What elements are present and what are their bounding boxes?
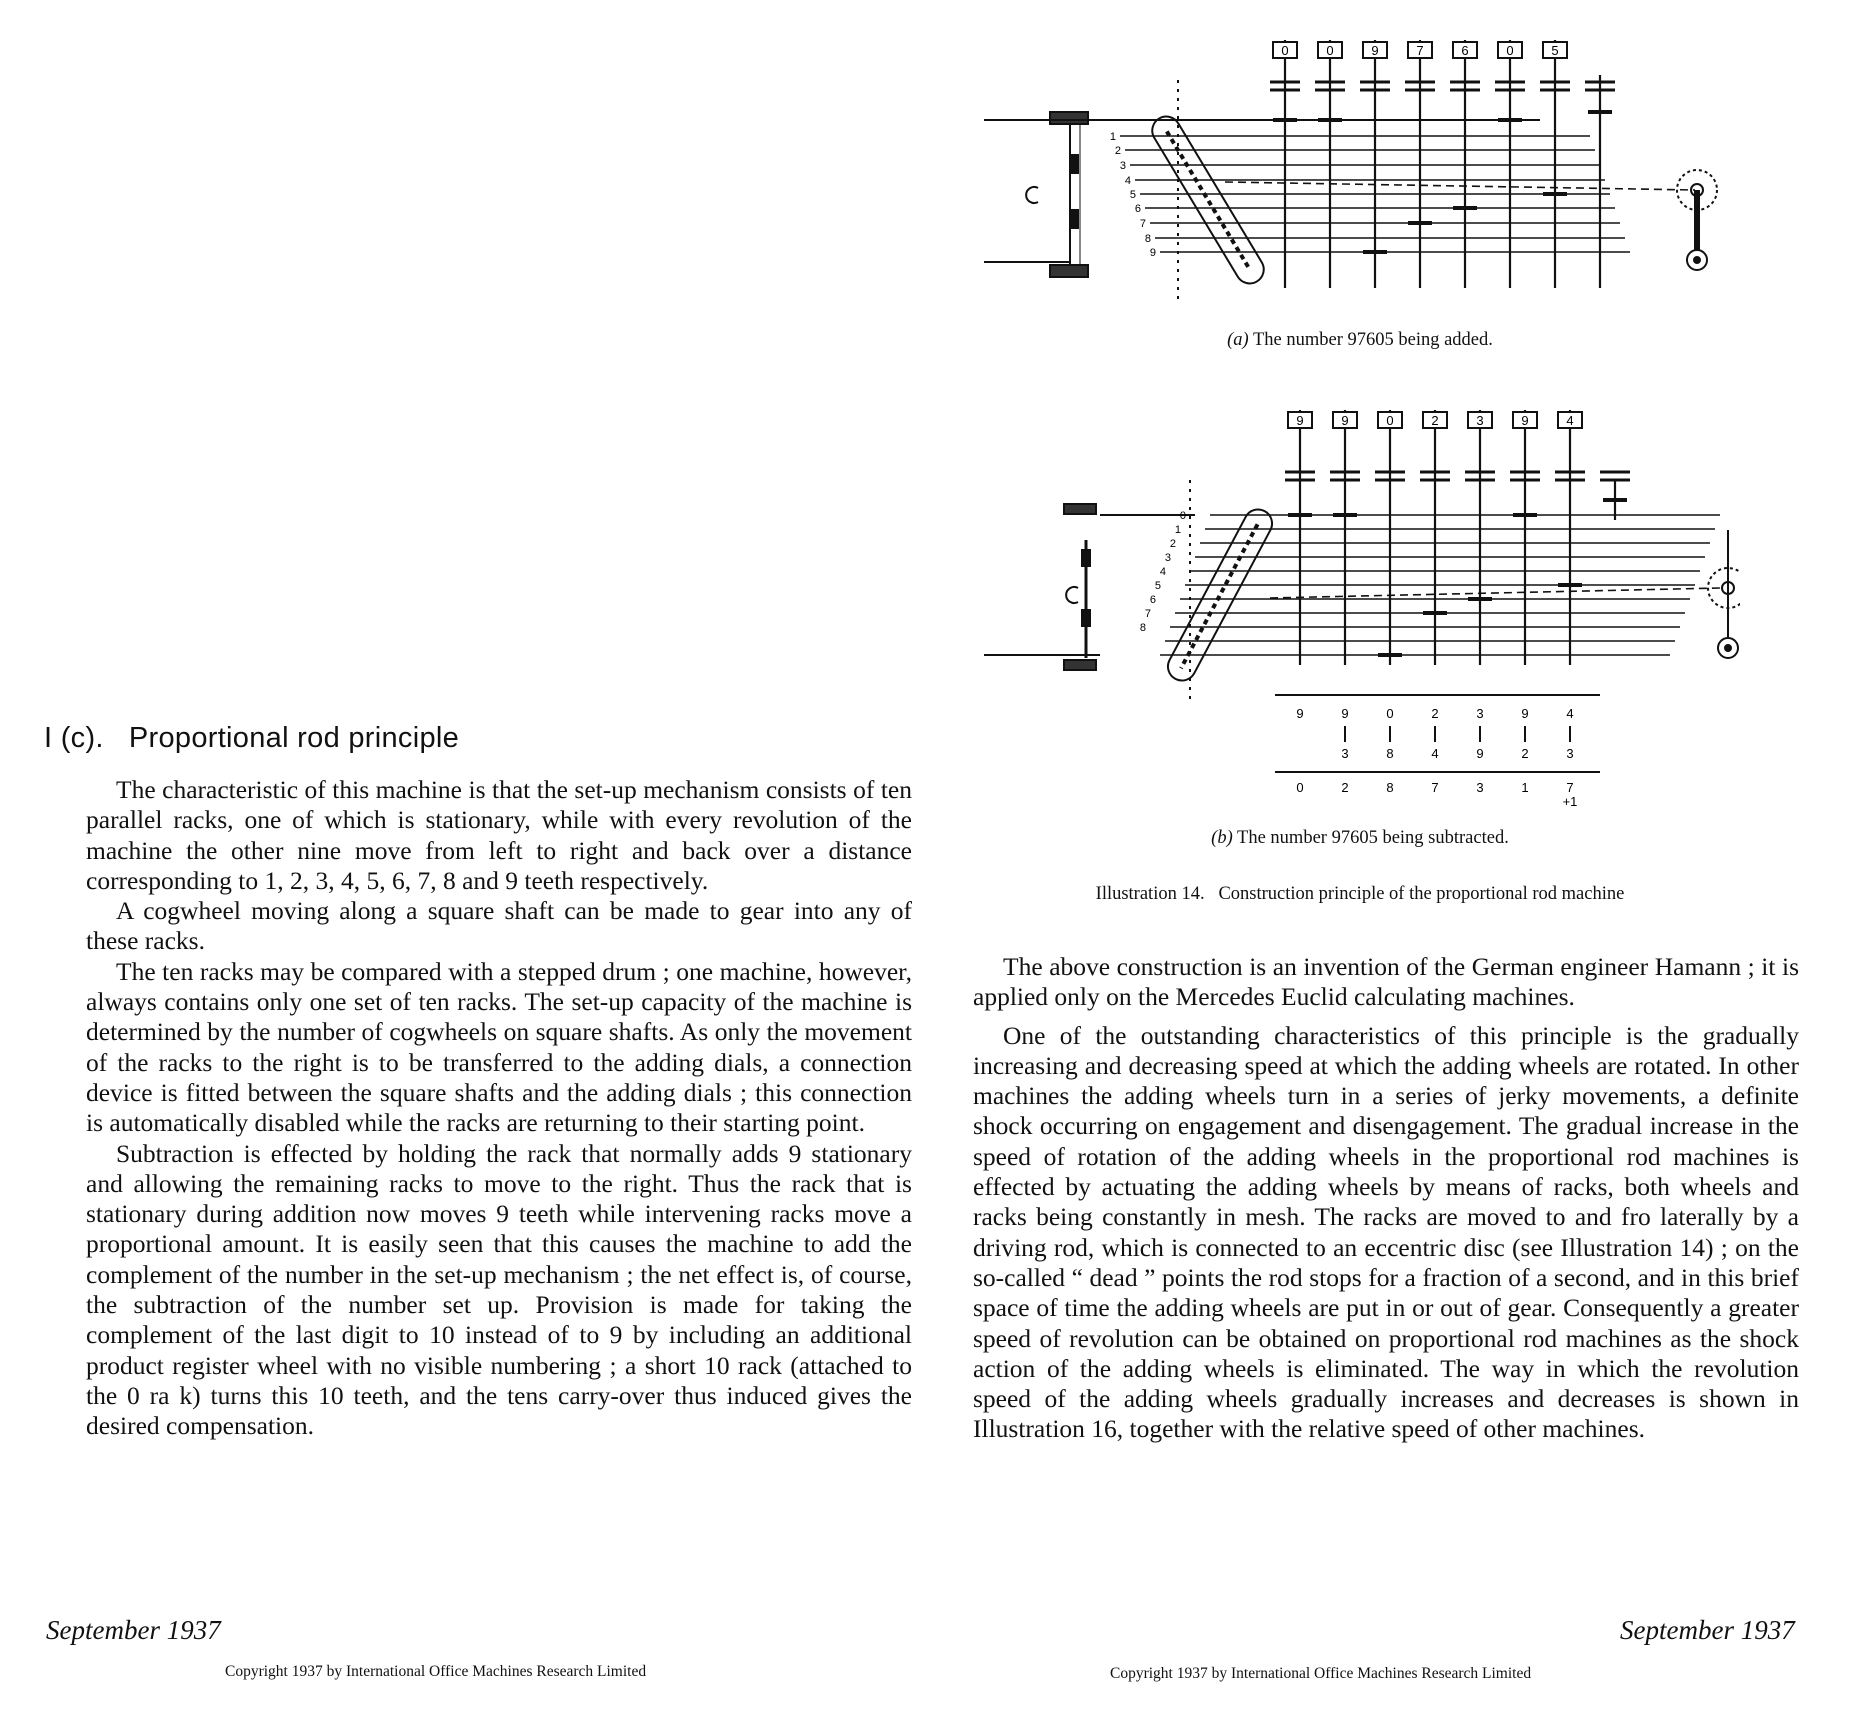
section-title: I (c). Proportional rod principle [44,722,460,754]
table-row2-digit: 3 [1566,746,1574,761]
figure-b-rack-label: 5 [1154,580,1161,592]
table-plus-one: +1 [1562,794,1578,809]
figure-b-register-digit: 0 [1386,413,1394,428]
table-row3-digit: 0 [1296,780,1304,795]
figure-b-rack-label: 8 [1139,622,1146,634]
figure-b-rack-label: 4 [1159,566,1166,578]
copyright-right: Copyright 1937 by International Office Machines Research Limited [1110,1665,1532,1682]
table-row3-digit: 8 [1386,780,1394,795]
figure-a-register-digit: 0 [1281,43,1289,58]
figure-a-register-digit: 0 [1326,43,1334,58]
figure-b-caption [1110,828,1610,849]
table-row2-digit: 2 [1521,746,1529,761]
table-row2-digit: 4 [1431,746,1439,761]
figure-a-rack-label: 7 [1139,218,1146,230]
table-row3-digit: 7 [1431,780,1439,795]
left-paragraph-4: Subtraction is effected by holding the rack that normally adds 9 stationary and allowing the remaining racks to move to the right. Thus the rack that is stationary during addition now moves 9 teeth while intervening racks move a proportional amount. It is easily seen that this causes the machine to add the complement of the number in the set-up mechanism ; the net effect is, of course, the subtraction of the number set up. Provision is made for taking the complement of the last digit to 10 instead of to 9 by including an additional product register wheel with no visible numbering ; a short 10 rack (attached to the 0 ra k) turns this 10 teeth, and the tens carry-over thus induced gives the desired compensation. [86,1138,912,1441]
right-paragraph-2: One of the outstanding characteristics of this principle is the gradually increasing and decreasing speed at which the adding wheels are rotated. In other machines the adding wheels turn in a series of jerky movements, a definite shock occurring on engagement and disengagement. The gradual increase in the speed of rotation of the adding wheels in the proportional rod machines is effected by actuating the adding wheels by means of racks, both wheels and racks being constantly in mesh. The racks are moved to and fro laterally by a driving rod, which is connected to an eccentric disc (see Illustration 14) ; on the so-called “ dead ” points the rod stops for a fraction of a second, and in this brief space of time the adding wheels are put in or out of gear. Consequently a greater speed of revolution can be obtained on proportional rod machines as the shock action of the adding wheels is eliminated. The way in which the revolution speed of the adding wheels gradually increases and decreases is shown in Illustration 16, together with the relative speed of other machines. [973,1020,1799,1444]
figure-a-register-digit: 6 [1461,43,1469,58]
table-row1-digit: 9 [1521,706,1529,721]
table-row1-digit: 4 [1566,706,1574,721]
copyright-left: Copyright 1937 by International Office Machines Research Limited [225,1663,647,1680]
figure-b-caption-letter: (b) [1211,828,1233,848]
right-column-text [973,952,1799,1445]
table-row2-digit: 9 [1476,746,1484,761]
figure-a-caption-text: The number 97605 being added. [1252,330,1493,350]
figure-a-rack-label: 2 [1114,145,1121,157]
table-row2-digit: 3 [1341,746,1349,761]
table-row1-digit: 0 [1386,706,1394,721]
figure-a-register-digit: 9 [1371,43,1379,58]
left-column-text [86,775,912,1442]
figure-b-caption-text: The number 97605 being subtracted. [1237,828,1509,848]
figure-a-register-digit: 0 [1506,43,1514,58]
table-row1-digit: 9 [1341,706,1349,721]
figure-a-rack-label: 8 [1144,233,1151,245]
figure-b-register-digit: 2 [1431,413,1439,428]
right-paragraph-1: The above construction is an invention of the German engineer Hamann ; it is applied only on the Mercedes Euclid calculating machines. [973,952,1799,1012]
table-row1-digit: 3 [1476,706,1484,721]
figure-b-register-digit: 9 [1521,413,1529,428]
figure-b-rack-label: 1 [1174,524,1181,536]
footer-date-left: September 1937 [46,1615,221,1645]
left-paragraph-1: The characteristic of this machine is that the set-up mechanism consists of ten parallel racks, one of which is stationary, while with every revolution of the machine the other nine move from left to right and back over a distance corresponding to 1, 2, 3, 4, 5, 6, 7, 8 and 9 teeth respectively. [86,775,912,895]
figure-b-register-digit: 3 [1476,413,1484,428]
figure-a-caption-letter: (a) [1227,330,1249,350]
figure-b-register-digit: 9 [1341,413,1349,428]
table-row3-digit: 3 [1476,780,1484,795]
figure-a-rack-label: 3 [1119,160,1126,172]
figure-a-rack-label: 4 [1124,175,1131,187]
figure-a-caption [1120,330,1600,351]
figure-a-rack-label: 1 [1109,131,1116,143]
figure-b-rack-label: 7 [1144,608,1151,620]
figure-b-rack-label: 3 [1164,552,1171,564]
table-row3-digit: 2 [1341,780,1349,795]
figure-b-register-digit: 4 [1566,413,1574,428]
table-row3-digit: 1 [1521,780,1529,795]
figure-a-rack-label: 6 [1134,203,1141,215]
table-row3-digit: 7 [1566,780,1574,795]
left-paragraph-3: The ten racks may be compared with a stepped drum ; one machine, however, always contains only one set of ten racks. The set-up capacity of the machine is determined by the number of cogwheels on square shafts. As only the movement of the racks to the right is to be transferred to the adding dials, a connection device is fitted between the square shafts and the adding dials ; this connection is automatically disabled while the racks are returning to their starting point. [86,956,912,1138]
figure-b-rack-label: 0 [1179,510,1186,522]
illustration-caption: Illustration 14. Construction principle of the proportional rod machine [1095,884,1625,904]
footer-date-right: September 1937 [1620,1615,1795,1645]
figure-a-register-digit: 7 [1416,43,1424,58]
table-row1-digit: 2 [1431,706,1439,721]
figure-b-rack-label: 2 [1169,538,1176,550]
figure-a-rack-label: 5 [1129,189,1136,201]
figure-a-diagram [980,20,1740,310]
figure-b-register-digit: 9 [1296,413,1304,428]
table-row2-digit: 8 [1386,746,1394,761]
figure-a-rack-label: 9 [1149,247,1156,259]
figure-b-diagram [980,400,1740,820]
figure-a-register-digit: 5 [1551,43,1559,58]
table-row1-digit: 9 [1296,706,1304,721]
left-paragraph-2: A cogwheel moving along a square shaft can be made to gear into any of these racks. [86,896,912,956]
figure-b-rack-label: 6 [1149,594,1156,606]
